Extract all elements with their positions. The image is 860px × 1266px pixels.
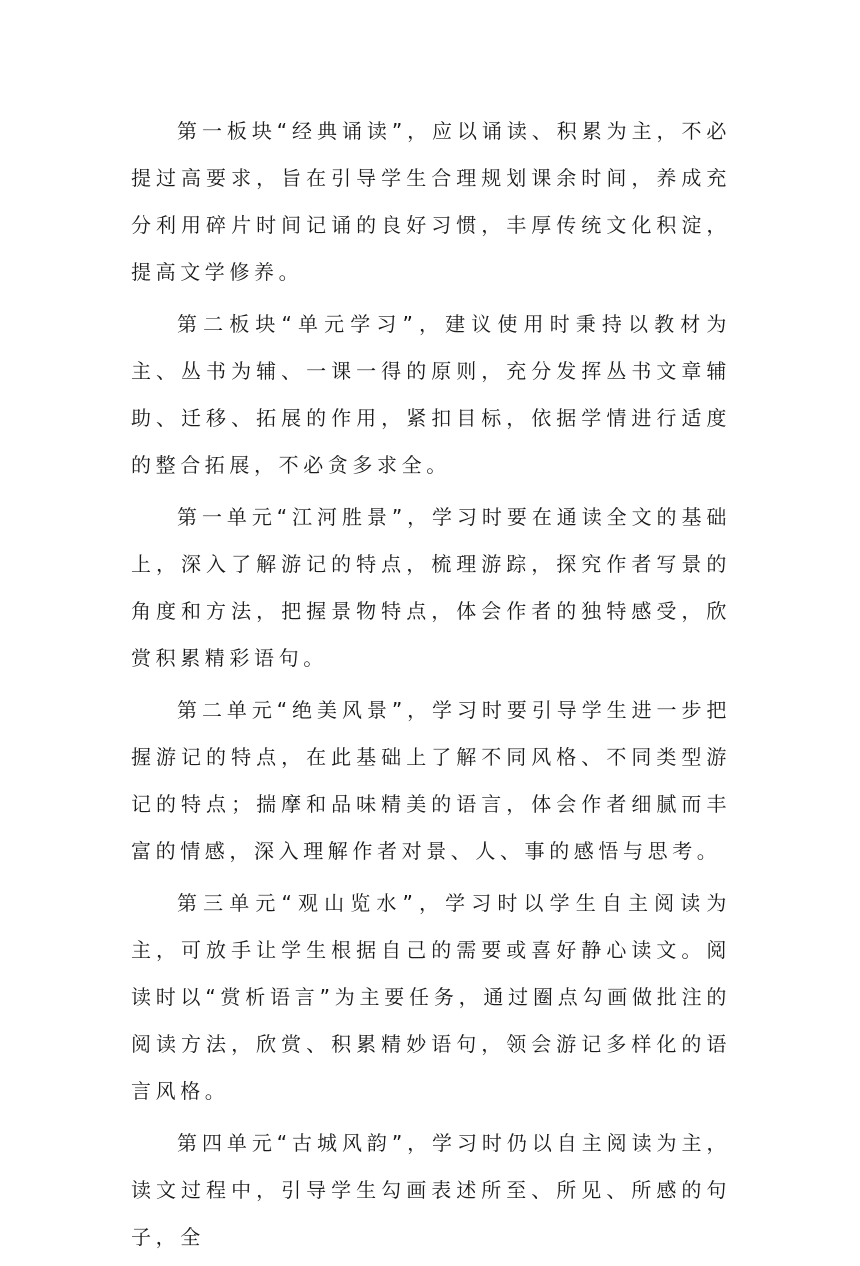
paragraph-classic-recitation: 第一板块“经典诵读”，应以诵读、积累为主，不必提过高要求，旨在引导学生合理规划课余时间，养成充分利用碎片时间记诵的良好习惯，丰厚传统文化积淀，提高文学修养。 (131, 119, 731, 284)
paragraph-unit-three: 第三单元“观山览水”，学习时以学生自主阅读为主，可放手让学生根据自己的需要或喜好静心读文。阅读时以“赏析语言”为主要任务，通过圈点勾画做批注的阅读方法，欣赏、积累精妙语句，领会游记多样化的语言风格。 (131, 891, 731, 1103)
paragraph-unit-study: 第二板块“单元学习”，建议使用时秉持以教材为主、丛书为辅、一课一得的原则，充分发挥丛书文章辅助、迁移、拓展的作用，紧扣目标，依据学情进行适度的整合拓展，不必贪多求全。 (131, 312, 731, 477)
paragraph-unit-two: 第二单元“绝美风景”，学习时要引导学生进一步把握游记的特点，在此基础上了解不同风格、不同类型游记的特点；揣摩和品味精美的语言，体会作者细腻而丰富的情感，深入理解作者对景、人、事的感悟与思考。 (131, 698, 731, 863)
document-body (131, 108, 731, 1266)
paragraph-unit-four: 第四单元“古城风韵”，学习时仍以自主阅读为主，读文过程中，引导学生勾画表述所至、所见、所感的句子，全 (131, 1131, 731, 1249)
paragraph-unit-one: 第一单元“江河胜景”，学习时要在通读全文的基础上，深入了解游记的特点，梳理游踪，探究作者写景的角度和方法，把握景物特点，体会作者的独特感受，欣赏积累精彩语句。 (131, 505, 731, 670)
